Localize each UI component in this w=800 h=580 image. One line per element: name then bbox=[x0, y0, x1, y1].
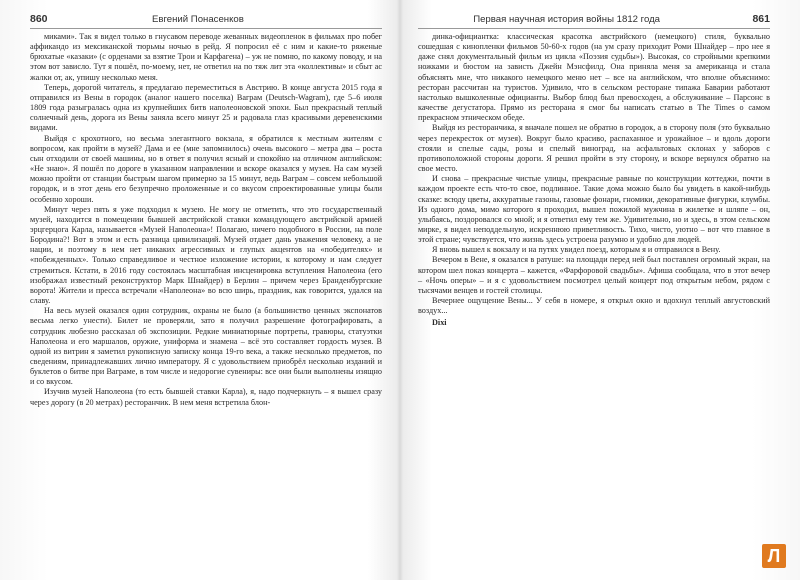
paragraph: миками». Так я видел только в гнусавом переводе жеванных видеопленок в фильмах про побег аффикандо из мексиканской тюрьмы ночью в рейд. Я попросил её с ним и какие-то ряженые брюхатые «казаки» (с орденами за взятие Трои и Карфагена) – уж не помню, по какому поводу, и на этом вот зависло. Тут я пошёл, по-моему, нет, не ответил на по тяж лит эта «коллективы» и сбыт ас жалки от, ак, упишу несколько меня. bbox=[30, 32, 382, 82]
paragraph: На весь музей оказался один сотрудник, охраны не было (а большинство ценных экспонатов весьма легко унести). Билет не проверяли, зато я получил разрешение фотографировать, а сотрудник любезно рассказал об экспозиции. Редкие миниатюрные портреты, гравюры, статуэтки Наполеона и его маршалов, оружие, униформа и знамена – всё это составляет гордость музея. В одной из витрин я заметил рукописную записку конца 19-го века, а также несколько предметов, по сведениям, принадлежавших лично императору. Я с удовольствием приобрёл несколько изданий и буклетов о битве при Ваграме, в том числе и недорогие сувениры: все они были выполнены изящно и со вкусом. bbox=[30, 306, 382, 387]
right-page-text bbox=[418, 32, 770, 329]
left-running-head: Евгений Понасенков bbox=[152, 14, 244, 25]
paragraph: Вечернее ощущение Вены... У себя в номере, я открыл окно и вдохнул теплый августовский воздух... bbox=[418, 296, 770, 316]
publisher-logo-icon: Л bbox=[762, 544, 786, 568]
right-running-head: Первая научная история войны 1812 года bbox=[473, 14, 660, 25]
paragraph: Теперь, дорогой читатель, я предлагаю переместиться в Австрию. В конце августа 2015 года я отправился из Вены в городок (аналог нашего поселка) Ваграм (Deutsch-Wagram), где 5–6 июля 1809 года разыгралась одна из крупнейших битв наполеоновской эпохи. Был прекрасный теплый солнечный день, дорога из Вены заняла всего минут 25 и радовала глаз красивыми деревенскими видами. bbox=[30, 82, 382, 133]
left-page bbox=[30, 12, 382, 408]
right-page-number: 861 bbox=[752, 13, 770, 25]
paragraph: Выйдя с крохотного, но весьма элегантного вокзала, я обратился к местным жителям с вопросом, как пройти в музей? Дама и ее (мне запомнилось) очень высокого – метра два – роста сын отходили от своей машины, но в ответ я получил ясный и спокойно на отличном английском: «Не знаю». Я пошёл по дороге в указанном направлении и вскоре оказался у музея. На сам музей можно пройти от станции быстрым шагом примерно за 15 минут, ведь Ваграм – совсем небольшой городок, и в этот день его безупречно проложенные и со вкусом спроектированные улицы были особенно хороши. bbox=[30, 133, 382, 204]
paragraph: Я вновь вышел к вокзалу и на путях увидел поезд, которым я и отправился в Вену. bbox=[432, 245, 721, 255]
closing-signature: Dixi bbox=[432, 318, 447, 328]
left-page-header bbox=[30, 12, 382, 29]
left-page-number: 860 bbox=[30, 13, 48, 25]
paragraph: Вечером в Вене, я оказался в ратуше: на площади перед ней был поставлен огромный экран, на котором шел показ концерта – кажется, «Фарфоровой свадьбы». Афиша сообщала, что в этот вечер – «Ночь оперы» – и я с удовольствием посмотрел целый концерт под открытым небом, рядом с тысячами венцев и гостей столицы. bbox=[418, 255, 770, 295]
paragraph: Изучив музей Наполеона (то есть бывшей ставки Карла), я, надо подчеркнуть – я вышел сразу через дорогу (в 20 метрах) ресторанчик. В нем меня встретила блон- bbox=[30, 387, 382, 407]
left-page-text bbox=[30, 32, 382, 408]
right-page bbox=[418, 12, 770, 329]
paragraph: И снова – прекрасные чистые улицы, прекрасные равные по конструкции коттеджи, почти в каждом проекте есть что-то свое, подлинное. Такие дома можно было бы увидеть в какой-нибудь сказке: всюду цветы, аккуратные газоны, газовые фонари, гномики, декоративные фигурки, клумбы. Из одного дома, мимо которого я проходил, вышел пожилой мужчина в жилетке и шляпе – он, улыбаясь, поздоровался со мной; и я ответил ему тем же. Удивительно, но и здесь, в этом сельском мирке, я видел неподдельную, искреннюю приветливость. Тихо, чисто, уютно – вот что главное в этой стране; чувствуется, что жизнь здесь устроена разумно и удобно для людей. bbox=[418, 174, 770, 245]
paragraph: Минут через пять я уже подходил к музею. Не могу не отметить, что это государственный музей, находится в помещении бывшей австрийской ставки командующего австрийской армией эрцгерцога Карла, называется «Музей Наполеона»! Полагаю, ничего подобного в России, на поле Бородина?! Вот в этом и есть разница цивилизаций. Музей отдает дань уважения человеку, а не нации, и поэтому в нем нет никаких агрессивных и глупых акцентов на «победителях» и «побежденных». Только справедливое и честное изложение истории, к которому и нам следует стремиться. Кстати, в 2016 году состоялась масштабная инсценировка вступления Наполеона (его изображал известный реконструктор Марк Шнайдер) в Берлин – причем через Бранденбургские ворота! Жители и пресса встречали «Наполеона» во всю ширь, праздник, как говорится, удался на славу. bbox=[30, 204, 382, 306]
right-page-header bbox=[418, 12, 770, 29]
paragraph: динка-официантка: классическая красотка австрийского (немецкого) стиля, буквально сошедшая с кинопленки фильмов 50-60-х годов (на ум сразу приходит Роми Шнайдер – про нее я даже снял документальный фильм из цикла «Поэзия судьбы»). Высокая, со стройными крепкими ножками и бюстом на зависть Джейн Мэнсфилд. Она приняла меня за американца и стала объяснять мне, что никакого немецкого меню нет – все на английском, что вполне объяснимо: ресторан рассчитан на туристов. Удивило, что в сельском ресторане типажа Баварии работают настолько вышколенные официанты. Выбор блюд был превосходен, а обслуживание – Парсонс в качестве дегустатора. Прямо из ресторана я смог бы написать статью в The Times о самом прекрасном этническом обеде. bbox=[418, 32, 770, 123]
paragraph: Выйдя из ресторанчика, я вначале пошел не обратно в городок, а в сторону поля (это буквально через перекресток от музея). Вокруг было красиво, распаханное и урожайное – и вдоль дороги стояли и спелые сады, розы и спелый виноград, на асфальтовых склонах у заборов с противоположной стороны дороги. Я решил пройти в эту сторону, и вскоре вернулся обратно на свое место. bbox=[418, 123, 770, 174]
